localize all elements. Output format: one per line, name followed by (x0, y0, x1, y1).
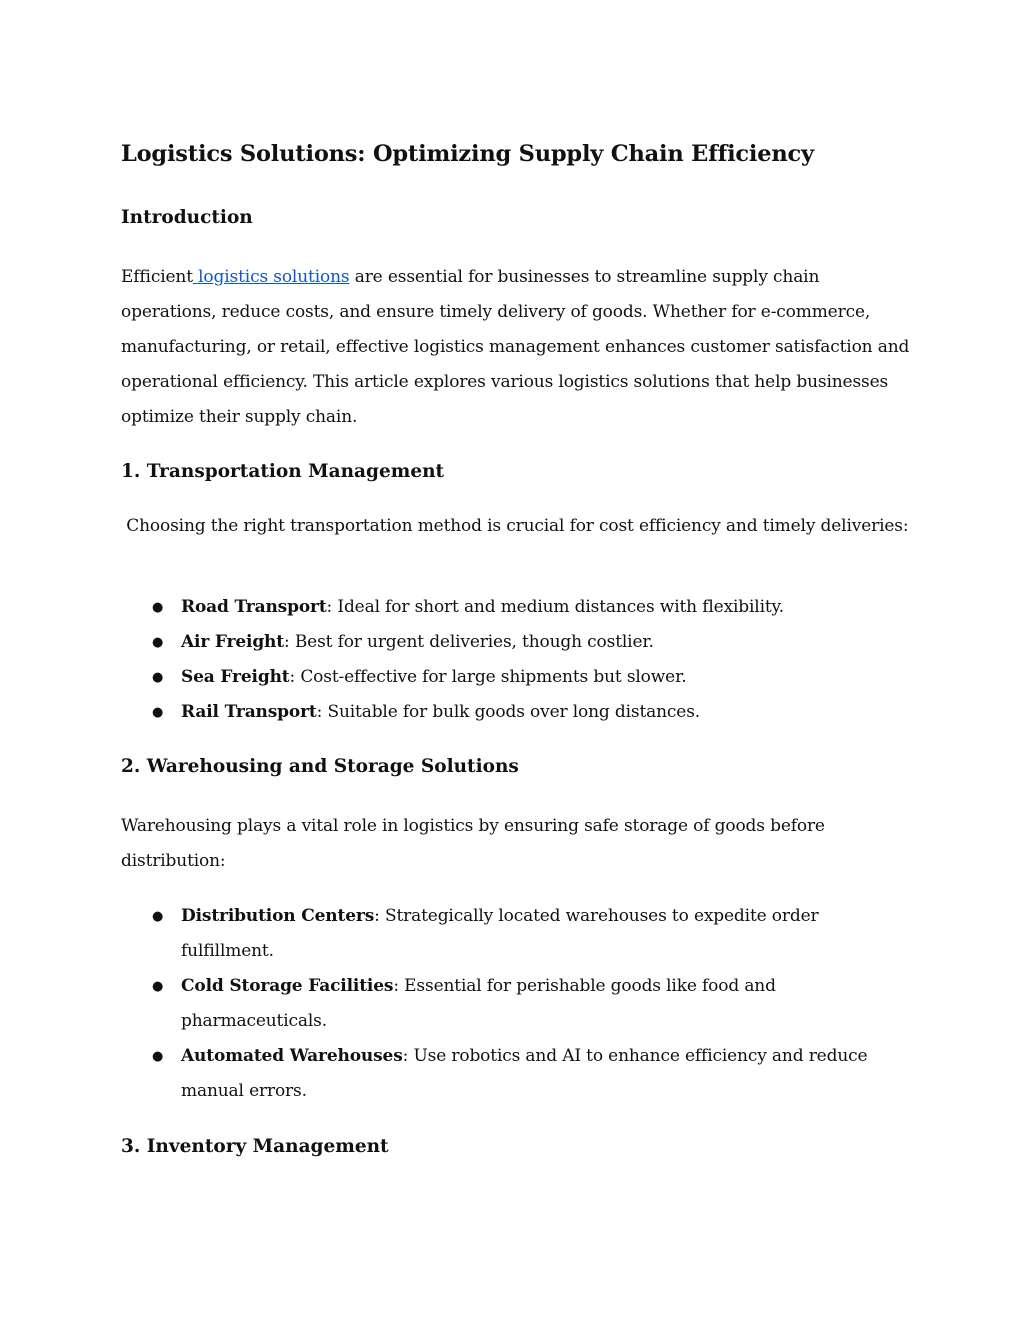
logistics-solutions-link[interactable]: logistics solutions (192, 267, 350, 287)
list-item (121, 969, 901, 1039)
section-1-heading: 1. Transportation Management (121, 461, 445, 482)
list-item (121, 1039, 901, 1109)
list-item (121, 899, 901, 969)
transport-methods-list (121, 590, 901, 730)
list-item (121, 590, 901, 625)
list-item (121, 695, 901, 730)
intro-lead-text: Efficient (121, 267, 193, 287)
list-item-desc: : Strategically located warehouses to expedite order fulfillment. (181, 906, 819, 961)
bullet-icon: ● (152, 909, 164, 924)
section-2-paragraph: Warehousing plays a vital role in logistics by ensuring safe storage of goods before distribution: (121, 816, 825, 871)
list-item-term: Cold Storage Facilities (181, 976, 394, 996)
warehousing-list (121, 899, 901, 1109)
list-item-desc: : Ideal for short and medium distances with flexibility. (326, 597, 785, 617)
intro-paragraph (121, 260, 916, 435)
bullet-icon: ● (152, 635, 164, 650)
list-item-term: Rail Transport (181, 702, 317, 722)
section-1-paragraph: Choosing the right transportation method is crucial for cost efficiency and timely deliveries: (121, 516, 909, 536)
section-3-heading: 3. Inventory Management (121, 1136, 389, 1157)
list-item (121, 660, 901, 695)
section-2-heading: 2. Warehousing and Storage Solutions (121, 756, 519, 777)
list-item-term: Air Freight (181, 632, 284, 652)
bullet-icon: ● (152, 705, 164, 720)
bullet-icon: ● (152, 600, 164, 615)
intro-heading: Introduction (121, 207, 253, 228)
bullet-icon: ● (152, 670, 164, 685)
bullet-icon: ● (152, 979, 164, 994)
list-item-desc: : Suitable for bulk goods over long distances. (316, 702, 701, 722)
list-item-desc: : Best for urgent deliveries, though costlier. (283, 632, 654, 652)
list-item-desc: : Use robotics and AI to enhance efficiency and reduce manual errors. (181, 1046, 868, 1101)
list-item-term: Distribution Centers (181, 906, 375, 926)
list-item-term: Sea Freight (181, 667, 290, 687)
intro-rest-text: are essential for businesses to streamline supply chain operations, reduce costs, and ensure timely delivery of goods. Whether for e-commerce, manufacturing, or retail, effective logistics management enhances customer satisfaction and operational efficiency. This article explores various logistics solutions that help businesses optimize their supply chain. (121, 267, 910, 427)
list-item-desc: : Essential for perishable goods like food and pharmaceuticals. (181, 976, 776, 1031)
list-item-desc: : Cost-effective for large shipments but slower. (289, 667, 687, 687)
list-item-term: Automated Warehouses (181, 1046, 403, 1066)
list-item-term: Road Transport (181, 597, 327, 617)
list-item (121, 625, 901, 660)
document-title: Logistics Solutions: Optimizing Supply Chain Efficiency (121, 141, 814, 167)
bullet-icon: ● (152, 1049, 164, 1064)
